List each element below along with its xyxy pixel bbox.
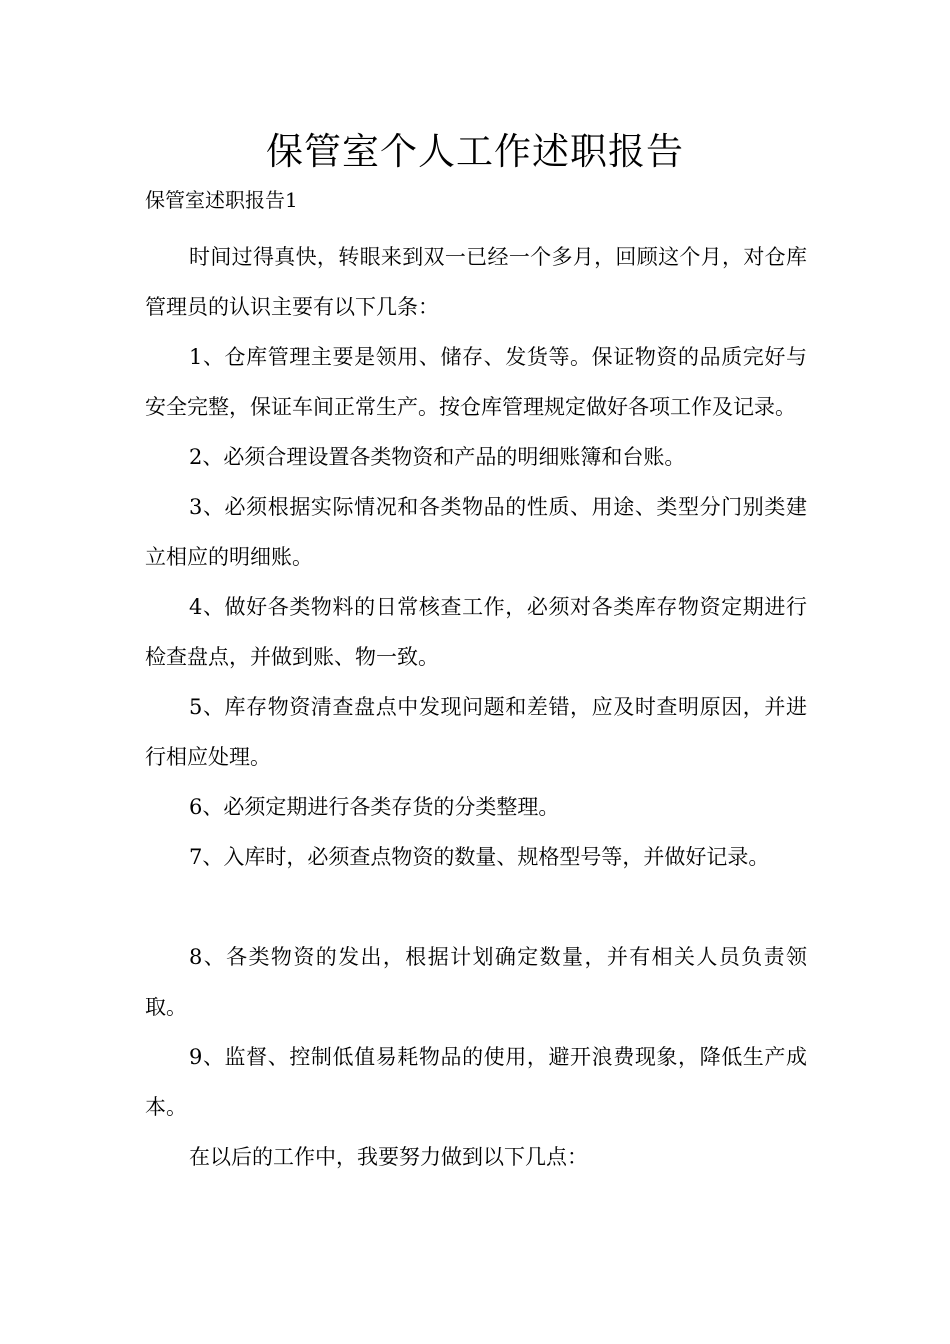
paragraph-item-2: 2、必须合理设置各类物资和产品的明细账簿和台账。 <box>189 445 686 469</box>
paragraph-item-7: 7、入库时，必须查点物资的数量、规格型号等，并做好记录。 <box>189 845 770 869</box>
document-body <box>145 232 807 1182</box>
paragraph-item-3: 3、必须根据实际情况和各类物品的性质、用途、类型分门别类建立相应的明细账。 <box>145 495 807 569</box>
paragraph-item-9: 9、监督、控制低值易耗物品的使用，避开浪费现象，降低生产成本。 <box>145 1045 807 1119</box>
paragraph-item-4: 4、做好各类物料的日常核查工作，必须对各类库存物资定期进行检查盘点，并做到账、物一致。 <box>145 595 807 669</box>
paragraph-item-5: 5、库存物资清查盘点中发现问题和差错，应及时查明原因，并进行相应处理。 <box>145 695 807 769</box>
paragraph-item-8: 8、各类物资的发出，根据计划确定数量，并有相关人员负责领取。 <box>145 945 807 1019</box>
document-title: 保管室个人工作述职报告 <box>266 130 684 173</box>
document-subtitle: 保管室述职报告1 <box>145 188 298 212</box>
paragraph-intro: 时间过得真快，转眼来到双一已经一个多月，回顾这个月，对仓库管理员的认识主要有以下几条： <box>145 245 807 319</box>
paragraph-item-6: 6、必须定期进行各类存货的分类整理。 <box>189 795 560 819</box>
paragraph-item-1: 1、仓库管理主要是领用、储存、发货等。保证物资的品质完好与安全完整，保证车间正常生产。按仓库管理规定做好各项工作及记录。 <box>145 345 807 419</box>
paragraph-closing: 在以后的工作中，我要努力做到以下几点： <box>189 1145 588 1169</box>
